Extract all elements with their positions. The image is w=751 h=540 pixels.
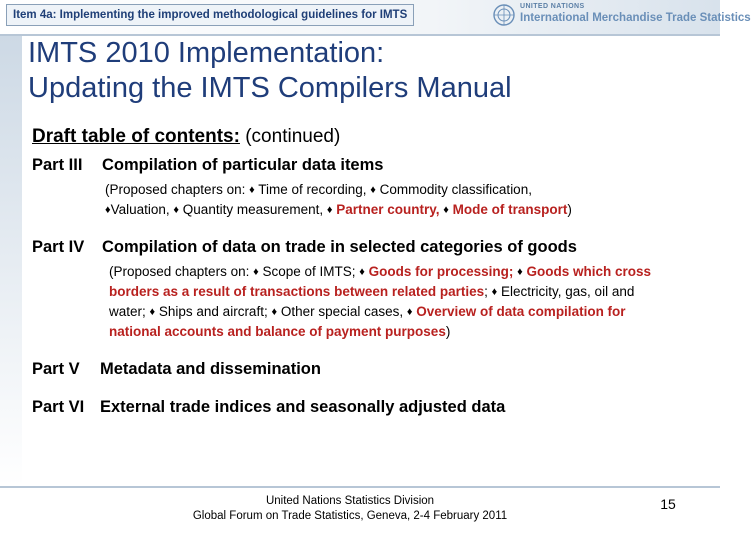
toc-heading-rest: (continued) xyxy=(239,126,341,147)
part-iii-chapters xyxy=(105,180,712,220)
diamond-bullet-icon: ♦ xyxy=(443,204,449,216)
slide-body xyxy=(32,124,712,418)
diamond-bullet-icon: ♦ xyxy=(517,266,523,278)
footer-divider xyxy=(0,486,720,488)
part-vi xyxy=(32,396,712,418)
diamond-bullet-icon: ♦ xyxy=(271,306,278,318)
part-iv xyxy=(32,236,712,258)
diamond-bullet-icon: ♦ xyxy=(249,184,255,196)
diamond-bullet-icon: ♦ xyxy=(370,184,376,196)
diamond-bullet-icon: ♦ xyxy=(105,204,111,216)
part-v-name: Metadata and dissemination xyxy=(100,360,321,378)
chapter-partner-country: Partner country, xyxy=(332,202,444,217)
chapter-goods-for-processing: Goods for processing; xyxy=(364,264,518,279)
part-v xyxy=(32,358,712,380)
part-v-number: Part V xyxy=(32,360,80,378)
slide-title-line-1: IMTS 2010 Implementation: xyxy=(28,37,385,69)
part-iii-name: Compilation of particular data items xyxy=(102,156,384,174)
chapter-scope-of-imts: Scope of IMTS; xyxy=(258,264,360,279)
part-iv-number: Part IV xyxy=(32,238,85,256)
chapter-other-special-cases: Other special cases, xyxy=(277,304,407,319)
chapters-close: ) xyxy=(567,202,572,217)
chapters-close: ) xyxy=(445,324,451,339)
diamond-bullet-icon: ♦ xyxy=(253,266,259,278)
diamond-bullet-icon: ♦ xyxy=(149,306,156,318)
chapter-national-accounts-bop: Overview of data compilation for national accounts and balance of payment purposes xyxy=(109,304,626,339)
part-iii xyxy=(32,154,712,176)
slide-title-line-2: Updating the IMTS Compilers Manual xyxy=(28,72,512,104)
logo-un-text: UNITED NATIONS xyxy=(520,3,585,10)
part-vi-name: External trade indices and seasonally adjusted data xyxy=(100,398,506,416)
chapter-time-of-recording: Time of recording, xyxy=(254,182,371,197)
toc-heading xyxy=(32,124,712,150)
diamond-bullet-icon: ♦ xyxy=(359,266,365,278)
part-iv-chapters xyxy=(109,262,669,342)
footer-line-1: United Nations Statistics Division xyxy=(265,495,435,507)
slide-title xyxy=(28,36,708,106)
chapters-intro: (Proposed chapters on: xyxy=(105,182,250,197)
chapter-valuation: Valuation, xyxy=(110,202,174,217)
diamond-bullet-icon: ♦ xyxy=(173,204,180,216)
diamond-bullet-icon: ♦ xyxy=(406,306,413,318)
diamond-bullet-icon: ♦ xyxy=(326,204,333,216)
chapter-mode-of-transport: Mode of transport xyxy=(448,202,568,217)
logo-imts-text: International Merchandise Trade Statistics xyxy=(520,12,751,24)
page-number: 15 xyxy=(660,496,676,512)
chapter-commodity-classification: Commodity classification, xyxy=(375,182,532,197)
part-vi-number: Part VI xyxy=(32,398,85,416)
agenda-item-label: Item 4a: Implementing the improved methodological guidelines for IMTS xyxy=(6,4,414,26)
footer-line-2: Global Forum on Trade Statistics, Geneva, 2-4 February 2011 xyxy=(192,510,508,522)
imts-logo xyxy=(492,2,751,30)
chapter-quantity-measurement: Quantity measurement, xyxy=(179,202,327,217)
chapter-ships-and-aircraft: Ships and aircraft; xyxy=(155,304,272,319)
part-iv-name: Compilation of data on trade in selected categories of goods xyxy=(102,238,577,256)
side-gradient-bar xyxy=(0,36,22,486)
part-iii-number: Part III xyxy=(32,156,83,174)
diamond-bullet-icon: ♦ xyxy=(491,286,498,298)
chapters-separator: ; xyxy=(484,284,492,299)
toc-heading-bold: Draft table of contents: xyxy=(32,126,240,147)
chapters-intro: (Proposed chapters on: xyxy=(109,264,254,279)
un-emblem-icon xyxy=(492,3,516,27)
chapter-related-parties: Goods which cross borders as a result of transactions between related parties xyxy=(109,264,652,299)
footer xyxy=(170,494,530,524)
chapter-electricity-gas-oil-water: Electricity, gas, oil and water; xyxy=(109,284,635,319)
